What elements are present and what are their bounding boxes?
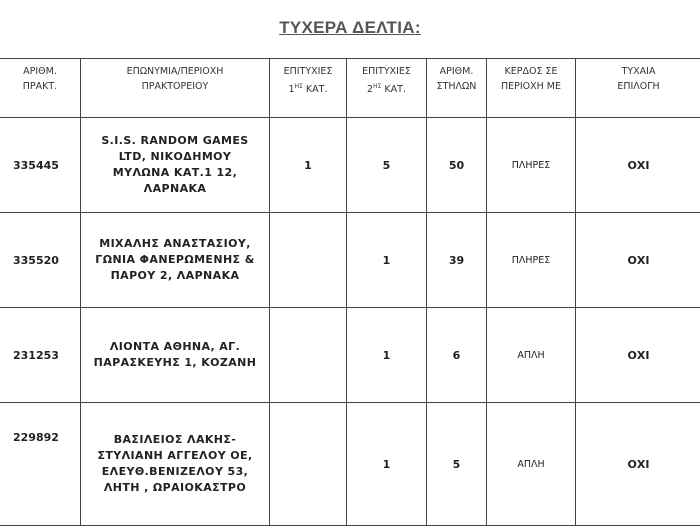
agency-name: ΜΙΧΑΛΗΣ ΑΝΑΣΤΑΣΙΟΥ, ΓΩΝΙΑ ΦΑΝΕΡΩΜΕΝΗΣ & ΠΑΡΟΥ 2, ΛΑΡΝΑΚΑ	[81, 213, 270, 308]
header-win-area: ΚΕΡΔΟΣ ΣΕ ΠΕΡΙΟΧΗ ΜΕ	[487, 59, 576, 118]
win-area: ΑΠΛΗ	[487, 308, 576, 403]
columns-count: 5	[427, 403, 487, 526]
win-area: ΑΠΛΗ	[487, 403, 576, 526]
header-row	[0, 59, 700, 118]
agency-name: ΛΙΟΝΤΑ ΑΘΗΝΑ, ΑΓ. ΠΑΡΑΣΚΕΥΗΣ 1, ΚΟΖΑΝΗ	[81, 308, 270, 403]
first-category-wins	[270, 403, 347, 526]
header-first-category: ΕΠΙΤΥΧΙΕΣ $1^{H\Sigma}$ ΚΑΤ.	[270, 59, 347, 118]
first-category-wins	[270, 308, 347, 403]
random-choice: ΟΧΙ	[576, 403, 700, 526]
columns-count: 50	[427, 118, 487, 213]
second-category-wins: 1	[347, 213, 427, 308]
win-area: ΠΛΗΡΕΣ	[487, 213, 576, 308]
table-row	[0, 308, 700, 403]
second-category-wins: 1	[347, 403, 427, 526]
columns-count: 6	[427, 308, 487, 403]
agency-name: ΒΑΣΙΛΕΙΟΣ ΛΑΚΗΣ- ΣΤΥΛΙΑΝΗ ΑΓΓΕΛΟΥ ΟΕ, ΕΛΕΥΘ.ΒΕΝΙΖΕΛΟΥ 53, ΛΗΤΗ , ΩΡΑΙΟΚΑΣΤΡΟ	[81, 403, 270, 526]
header-columns-count: ΑΡΙΘΜ. ΣΤΗΛΩΝ	[427, 59, 487, 118]
random-choice: ΟΧΙ	[576, 118, 700, 213]
agency-number: 335445	[0, 118, 81, 213]
random-choice: ΟΧΙ	[576, 213, 700, 308]
table-row	[0, 213, 700, 308]
agency-number: 229892	[0, 403, 81, 526]
second-category-wins: 1	[347, 308, 427, 403]
agency-number: 335520	[0, 213, 81, 308]
second-category-wins: 5	[347, 118, 427, 213]
random-choice: ΟΧΙ	[576, 308, 700, 403]
header-random-choice: ΤΥΧΑΙΑ ΕΠΙΛΟΓΗ	[576, 59, 700, 118]
table-row	[0, 403, 700, 526]
page-title: ΤΥΧΕΡΑ ΔΕΛΤΙΑ:	[0, 18, 700, 38]
table-row	[0, 118, 700, 213]
win-area: ΠΛΗΡΕΣ	[487, 118, 576, 213]
agency-name: S.I.S. RANDOM GAMES LTD, ΝΙΚΟΔΗΜΟΥ ΜΥΛΩΝΑ ΚΑΤ.1 12, ΛΑΡΝΑΚΑ	[81, 118, 270, 213]
header-second-category: ΕΠΙΤΥΧΙΕΣ $2^{H\Sigma}$ ΚΑΤ.	[347, 59, 427, 118]
first-category-wins: 1	[270, 118, 347, 213]
columns-count: 39	[427, 213, 487, 308]
first-category-wins	[270, 213, 347, 308]
header-agency-number: ΑΡΙΘΜ. ΠΡΑΚΤ.	[0, 59, 81, 118]
header-agency-name: ΕΠΩΝΥΜΙΑ/ΠΕΡΙΟΧΗ ΠΡΑΚΤΟΡΕΙΟΥ	[81, 59, 270, 118]
agency-number: 231253	[0, 308, 81, 403]
winning-tickets-table	[0, 58, 700, 526]
